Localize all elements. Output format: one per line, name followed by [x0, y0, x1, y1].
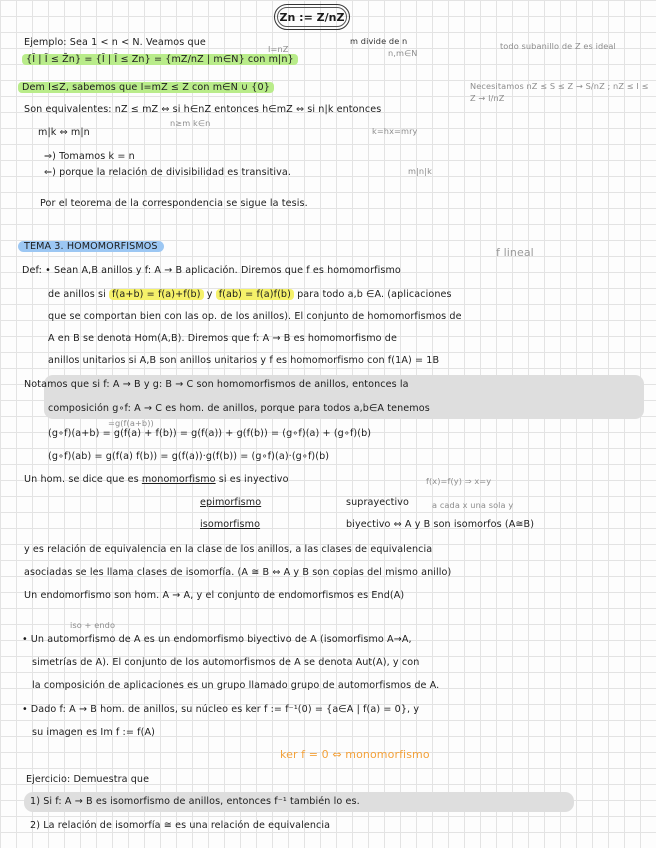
- note-inz: I=nZ: [268, 44, 289, 54]
- automorfismo-def-2: simetrías de A). El conjunto de los automorfismos de A se denota Aut(A), y con: [32, 657, 420, 668]
- composition-note-2: composición g∘f: A → C es hom. de anillos, porque para todos a,b∈A tenemos: [48, 403, 430, 414]
- note-flineal: f lineal: [496, 246, 534, 259]
- equivalence-relation: y es relación de equivalencia en la clase de los anillos, a las clases de equivalencia: [24, 544, 433, 555]
- note-surjective: a cada x una sola y: [432, 500, 514, 510]
- isomorphism-classes: asociadas se les llama clases de isomorfía. (A ≅ B ⇔ A y B son copias del mismo anillo): [24, 567, 452, 578]
- automorfismo-def: • Un automorfismo de A es un endomorfismo biyectivo de A (isomorfismo A→A,: [22, 633, 412, 647]
- image-def: su imagen es Im f := f(A): [32, 727, 155, 738]
- note-necesitamos: Necesitamos nZ ≤ S ≤ Z → S/nZ ; nZ ≤ I ≤ Z → I/nZ: [470, 81, 649, 103]
- condition-product: f(ab) = f(a)f(b): [216, 289, 294, 300]
- def-hom-notation: A en B se denota Hom(A,B). Diremos que f: A → B es homomorfismo de: [48, 333, 397, 344]
- dem-statement: Dem I≤Z, sabemos que I=mZ ≤ Z con m∈N ∪ {0}: [18, 81, 274, 95]
- term-monomorfismo: monomorfismo: [141, 474, 216, 485]
- epi-def: suprayectivo: [346, 497, 410, 508]
- equation-product: (g∘f)(ab) = g(f(a) f(b)) = g(f(a))·g(f(b)) = (g∘f)(a)·(g∘f)(b): [48, 451, 330, 462]
- example-intro: Ejemplo: Sea 1 < n < N. Veamos que: [24, 37, 206, 48]
- def-homomorfismo: Def: • Sean A,B anillos y f: A → B aplicación. Diremos que f es homomorfismo: [22, 265, 401, 276]
- kernel-monomorphism-note: ker f = 0 ⇔ monomorfismo: [280, 748, 430, 761]
- dem-mk: m|k ⇔ m|n: [38, 127, 90, 138]
- dem-conclusion: Por el teorema de la correspondencia se sigue la tesis.: [40, 198, 308, 209]
- endomorfismo-def: Un endomorfismo son hom. A → A, y el conjunto de endomorfismos es End(A): [24, 590, 405, 601]
- kernel-def: • Dado f: A → B hom. de anillos, su núcleo es ker f := f⁻¹(0) = {a∈A | f(a) = 0}, y: [22, 703, 419, 717]
- note-injective: f(x)=f(y) ⇒ x=y: [426, 476, 492, 486]
- term-isomorfismo: isomorfismo: [200, 519, 261, 530]
- equation-sum: (g∘f)(a+b) = g(f(a) + f(b)) = g(f(a)) + g(f(b)) = (g∘f)(a) + (g∘f)(b): [48, 428, 372, 439]
- note-subanillo: todo subanillo de Z es ideal: [500, 41, 616, 51]
- note-nm: n,m∈N: [388, 48, 418, 58]
- note-divide: m divide de n: [350, 36, 408, 46]
- dem-equivalence-sub: n≥m k∈n: [170, 118, 211, 128]
- example-equation: {Ī | Ī ≤ Z̄n} = {Ī | Ī ≤ Zn} = {mZ/nZ | m∈N} con m|n}: [22, 53, 298, 67]
- composition-note: Notamos que si f: A → B y g: B → C son homomorfismos de anillos, entonces la: [24, 379, 409, 390]
- automorfismo-def-3: la composición de aplicaciones es un grupo llamado grupo de automorfismos de A.: [32, 680, 440, 691]
- note-iso-endo: iso + endo: [70, 620, 116, 630]
- def-unitarios: anillos unitarios si A,B son anillos unitarios y f es homomorfismo con f(1A) = 1B: [48, 355, 440, 366]
- def-hom-set: que se comportan bien con las op. de los anillos). El conjunto de homomorfismos de: [48, 311, 462, 322]
- term-epimorfismo: epimorfismo: [200, 497, 262, 508]
- section-heading: TEMA 3. HOMOMORFISMOS: [18, 240, 164, 254]
- exercise-item-2: 2) La relación de isomorfía ≅ es una relación de equivalencia: [30, 820, 331, 831]
- dem-forward: ⇒) Tomamos k = n: [44, 151, 135, 162]
- note-gfab: =g(f(a+b)): [108, 418, 154, 428]
- note-mnk: m|n|k: [408, 166, 432, 176]
- condition-sum: f(a+b) = f(a)+f(b): [109, 289, 204, 300]
- dem-backward: ⇐) porque la relación de divisibilidad es transitiva.: [44, 167, 292, 178]
- page-title: Zn := Z/nZ: [274, 4, 350, 30]
- exercise-item-1: 1) Si f: A → B es isomorfismo de anillos, entonces f⁻¹ también lo es.: [30, 796, 360, 807]
- def-conditions: de anillos si f(a+b) = f(a)+f(b) y f(ab) = f(a)f(b) para todo a,b ∈A. (aplicaciones: [48, 289, 452, 300]
- iso-def: biyectivo ⇔ A y B son isomorfos (A≅B): [346, 519, 535, 530]
- exercise-heading: Ejercicio: Demuestra que: [26, 774, 150, 785]
- mono-def: Un hom. se dice que es monomorfismo si es inyectivo: [24, 474, 289, 485]
- dem-equivalence: Son equivalentes: nZ ≤ mZ ⇔ si h∈nZ entonces h∈mZ ⇔ si n|k entonces: [24, 104, 382, 115]
- note-k: k=hx=mry: [372, 126, 418, 136]
